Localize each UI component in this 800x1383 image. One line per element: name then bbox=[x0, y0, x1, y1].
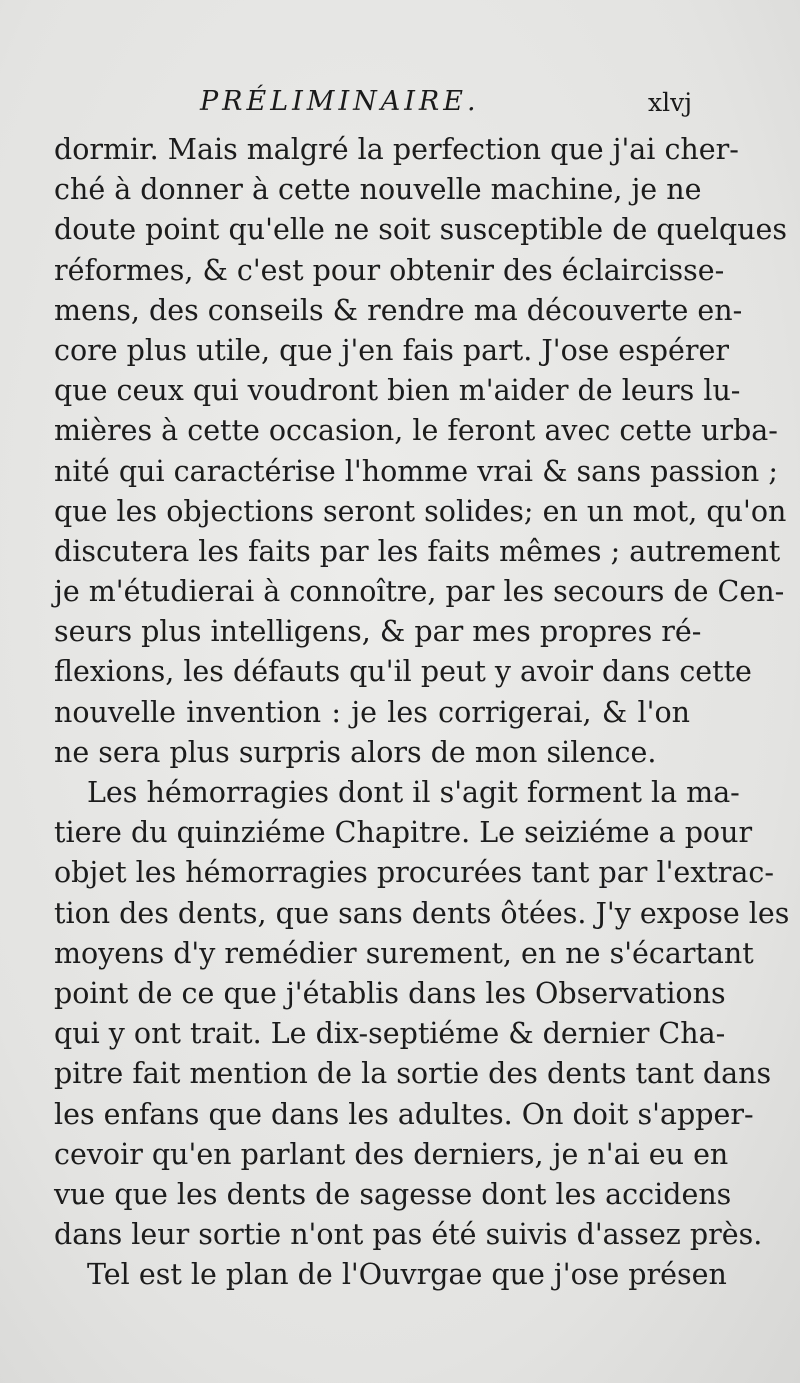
text-line: point de ce que j'établis dans les Observations bbox=[54, 976, 726, 1010]
paragraph-end-line: ne sera plus surpris alors de mon silence. bbox=[54, 735, 657, 769]
text-line: core plus utile, que j'en fais part. J'ose espérer bbox=[54, 333, 730, 367]
text-line: tiere du quinziéme Chapitre. Le seiziéme a pour bbox=[54, 816, 753, 850]
text-line: discutera les faits par les faits mêmes ; autrement bbox=[54, 534, 781, 568]
text-line: je m'étudierai à connoître, par les secours de Cen- bbox=[54, 575, 785, 609]
text-line: nité qui caractérise l'homme vrai & sans passion ; bbox=[54, 454, 778, 488]
text-line: que ceux qui voudront bien m'aider de leurs lu- bbox=[54, 374, 741, 408]
text-line: nouvelle invention : je les corrigerai, & l'on bbox=[54, 695, 690, 729]
page-number: xlvj bbox=[648, 88, 692, 117]
text-line: mières à cette occasion, le feront avec cette urba- bbox=[54, 414, 778, 448]
paragraph-start-line: Tel est le plan de l'Ouvrgae que j'ose présen bbox=[87, 1258, 727, 1292]
text-line: dormir. Mais malgré la perfection que j'ai cher- bbox=[54, 133, 739, 166]
text-line: mens, des conseils & rendre ma découverte en- bbox=[54, 293, 743, 327]
text-line: objet les hémorragies procurées tant par l'extrac- bbox=[54, 856, 775, 890]
text-line: ché à donner à cette nouvelle machine, je ne bbox=[54, 173, 702, 207]
running-title: PRÉLIMINAIRE. bbox=[200, 86, 480, 117]
text-line: qui y ont trait. Le dix-septiéme & dernier Cha- bbox=[54, 1017, 726, 1051]
text-line: doute point qu'elle ne soit susceptible de quelques bbox=[54, 213, 788, 247]
paragraph-start-line: Les hémorragies dont il s'agit forment la ma- bbox=[87, 776, 740, 809]
text-line: dans leur sortie n'ont pas été suivis d'assez près. bbox=[54, 1218, 763, 1252]
text-line: que les objections seront solides; en un mot, qu'on bbox=[54, 494, 787, 528]
page-header bbox=[200, 86, 692, 122]
text-line: flexions, les défauts qu'il peut y avoir dans cette bbox=[54, 655, 752, 689]
text-line: tion des dents, que sans dents ôtées. J'y expose les bbox=[54, 896, 790, 930]
body-text bbox=[54, 130, 790, 1295]
text-line: moyens d'y remédier surement, en ne s'écartant bbox=[54, 936, 754, 970]
text-line: les enfans que dans les adultes. On doit s'apper- bbox=[54, 1097, 754, 1131]
text-line: seurs plus intelligens, & par mes propres ré- bbox=[54, 615, 702, 649]
text-line: vue que les dents de sagesse dont les accidens bbox=[54, 1177, 732, 1211]
text-line: pitre fait mention de la sortie des dents tant dans bbox=[54, 1057, 772, 1091]
text-line: réformes, & c'est pour obtenir des éclaircisse- bbox=[54, 253, 725, 287]
text-line: cevoir qu'en parlant des derniers, je n'ai eu en bbox=[54, 1137, 729, 1171]
